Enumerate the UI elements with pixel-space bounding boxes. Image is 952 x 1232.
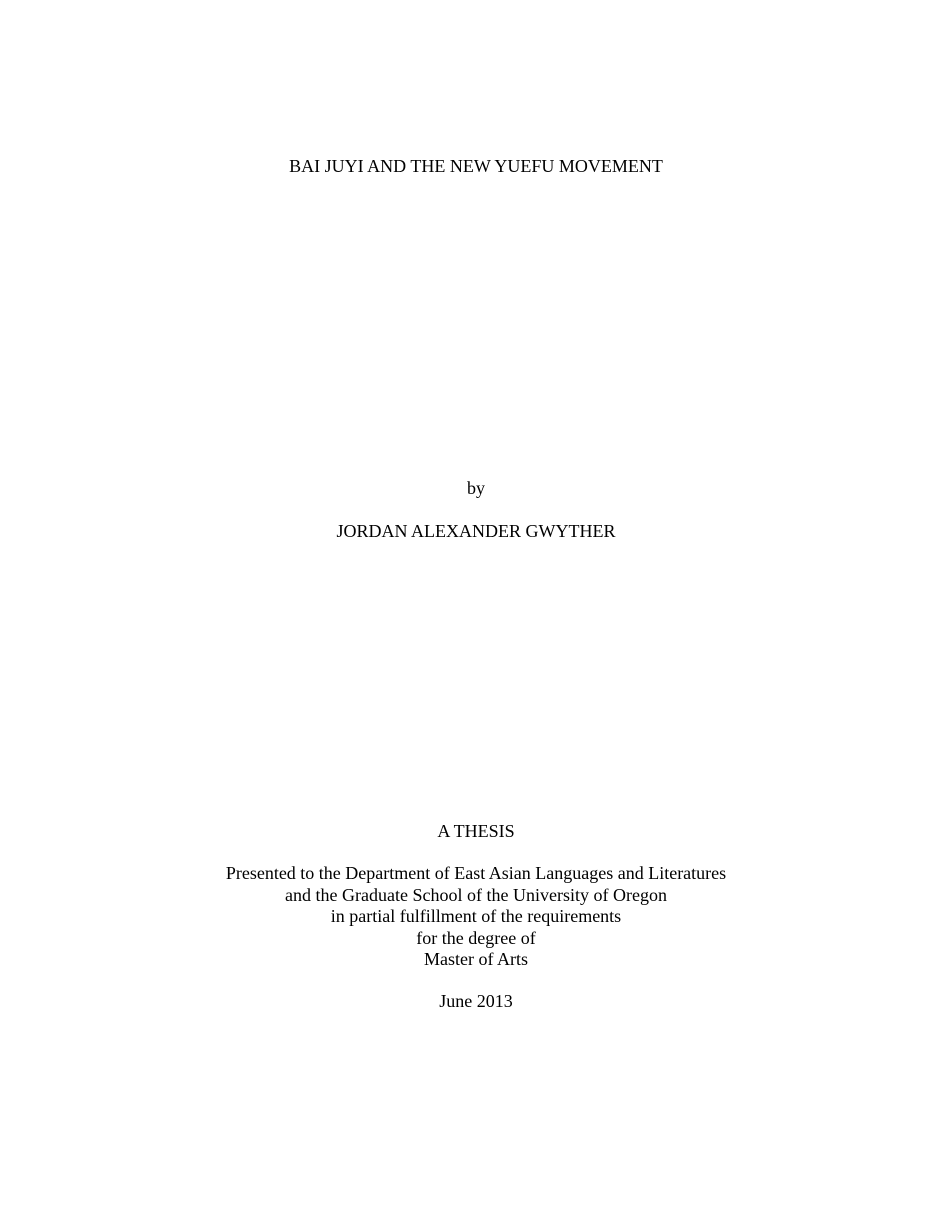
presentation-line-department: Presented to the Department of East Asian Languages and Literatures — [225, 863, 727, 883]
presentation-line-degree: Master of Arts — [424, 949, 528, 969]
presentation-statement — [0, 863, 952, 971]
presentation-line-school: and the Graduate School of the University of Oregon — [285, 884, 667, 905]
author-name: JORDAN ALEXANDER GWYTHER — [336, 521, 616, 541]
document-type: A THESIS — [437, 821, 515, 841]
thesis-title: BAI JUYI AND THE NEW YUEFU MOVEMENT — [289, 156, 663, 176]
submission-date: June 2013 — [439, 991, 513, 1011]
presentation-line-fulfillment: in partial fulfillment of the requirements — [330, 906, 622, 926]
presentation-line-degree-of: for the degree of — [416, 927, 536, 948]
by-label: by — [467, 478, 485, 498]
